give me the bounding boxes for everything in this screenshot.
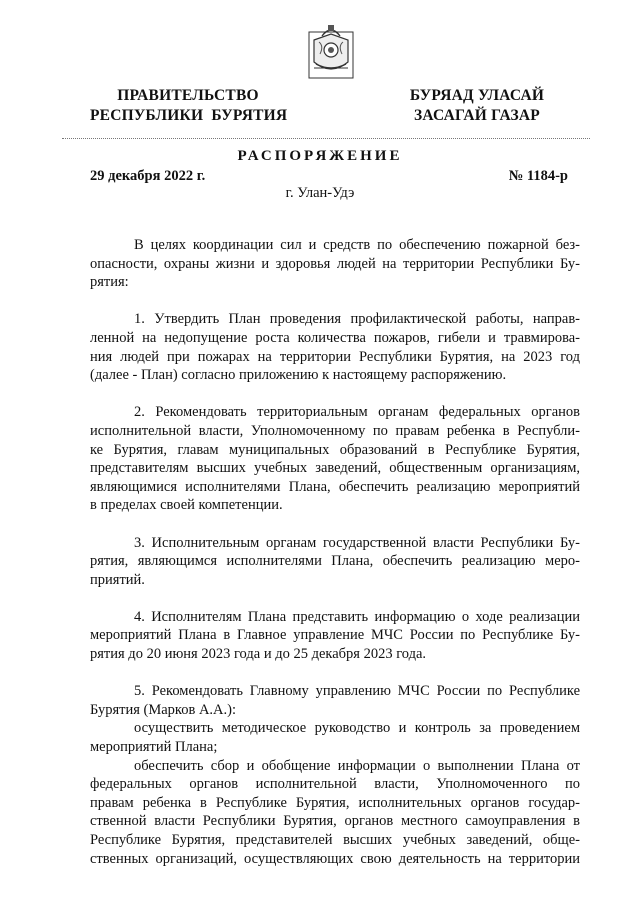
body-line: В целях координации сил и средств по обеспечению пожарной без- — [134, 237, 580, 253]
body-line: являющимися исполнителями Плана, обеспечить реализацию мероприятий — [90, 478, 580, 495]
body-line: ственной власти Республики Бурятия, органов местного самоуправления в — [90, 813, 580, 830]
body-line: 5. Рекомендовать Главному управлению МЧС России по Республике — [134, 683, 580, 700]
coat-of-arms-emblem — [306, 22, 356, 84]
document-city: г. Улан-Удэ — [285, 185, 355, 201]
body-line: 1. Утвердить План проведения профилактической работы, направ- — [134, 311, 580, 328]
body-line: (далее - План) согласно приложению к настоящему распоряжению. — [90, 367, 507, 384]
body-line: рятия до 20 июня 2023 года и до 25 декабря 2023 года. — [90, 646, 427, 663]
body-line: 3. Исполнительным органам государственной власти Республики Бу- — [134, 534, 580, 551]
body-line: ния людей при пожарах на территории Республики Бурятия, на 2023 год — [90, 348, 580, 365]
body-line: обеспечить сбор и обобщение информации о выполнении Плана от — [134, 757, 580, 774]
body-line: рятия, являющимся исполнителями Плана, обеспечить реализацию меро- — [90, 553, 580, 570]
body-line: представителям высших учебных заведений, общественным организациям, — [90, 460, 580, 477]
header-right — [402, 86, 552, 126]
document-date: 29 декабря 2022 г. — [90, 168, 206, 184]
header-separator — [62, 138, 590, 139]
header-left-line-2: РЕСПУБЛИКИ БУРЯТИЯ — [90, 107, 288, 124]
body-line: 4. Исполнителям Плана представить информацию о ходе реализации — [134, 608, 580, 625]
body-line: приятий. — [90, 571, 145, 588]
body-line: осуществить методическое руководство и контроль за проведением — [134, 720, 580, 737]
body-line: федеральных органов исполнительной власти, Уполномоченного по — [90, 776, 580, 793]
body-line: мероприятий Плана; — [90, 739, 218, 756]
body-line: рятия: — [90, 274, 129, 291]
body-line: исполнительной власти, Уполномоченному по правам ребенка в Республи- — [90, 422, 580, 439]
body-line: Республике Бурятия, представителей высших учебных заведений, обще- — [90, 832, 580, 848]
body-line: 2. Рекомендовать территориальным органам федеральных органов — [134, 404, 580, 421]
body-line: ленной на недопущение роста количества пожаров, гибели и травмирова- — [90, 329, 580, 346]
body-line: Бурятия (Марков А.А.): — [90, 701, 237, 718]
body-line: в пределах своей компетенции. — [90, 497, 283, 514]
header-left-line-1: ПРАВИТЕЛЬСТВО — [117, 87, 259, 104]
body-line: правам ребенка в Республике Бурятия, исполнительных органов государ- — [90, 794, 580, 811]
document-title: РАСПОРЯЖЕНИЕ — [237, 148, 403, 164]
body-line: ственных организаций, осуществляющих свою деятельность на территории — [90, 850, 580, 867]
header-left — [90, 86, 286, 126]
document-body — [90, 236, 580, 868]
body-line: ке Бурятия, главам муниципальных образований в Республике Бурятия, — [90, 441, 580, 458]
header-right-line-1: БУРЯАД УЛАСАЙ — [409, 87, 545, 104]
document-number: № 1184-р — [508, 168, 568, 184]
body-line: опасности, охраны жизни и здоровья людей на территории Республики Бу- — [90, 255, 580, 272]
body-line: мероприятий Плана в Главное управление МЧС России по Республике Бу- — [90, 627, 580, 644]
header-right-line-2: ЗАСАГАЙ ГАЗАР — [414, 107, 540, 124]
